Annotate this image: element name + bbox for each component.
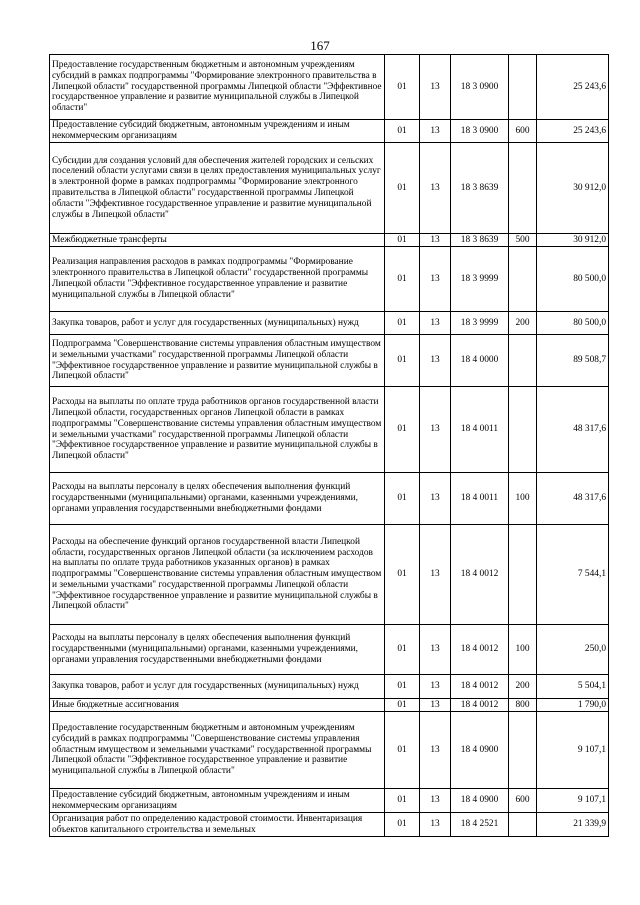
row-expense-type: 200	[509, 675, 537, 699]
row-target-article: 18 3 0900	[451, 120, 509, 143]
row-section: 01	[385, 387, 420, 473]
row-subsection: 13	[420, 473, 451, 525]
row-amount: 7 544,1	[537, 525, 609, 625]
row-amount: 48 317,6	[537, 473, 609, 525]
row-expense-type: 100	[509, 625, 537, 675]
row-section: 01	[385, 525, 420, 625]
row-name: Межбюджетные трансферты	[50, 234, 385, 247]
row-expense-type: 200	[509, 312, 537, 335]
table-row	[50, 525, 609, 625]
row-amount: 9 107,1	[537, 712, 609, 789]
row-section: 01	[385, 789, 420, 813]
row-subsection: 13	[420, 525, 451, 625]
row-expense-type	[509, 813, 537, 837]
row-section: 01	[385, 55, 420, 120]
budget-table	[49, 54, 609, 837]
row-amount: 25 243,6	[537, 55, 609, 120]
table-row	[50, 813, 609, 837]
row-amount: 80 500,0	[537, 312, 609, 335]
table-row	[50, 234, 609, 247]
row-name: Расходы на выплаты персоналу в целях обеспечения выполнения функций государственными (муниципальными) органами, казенными учреждениями, органами управления государственными внебюджетными фондами	[50, 473, 385, 525]
row-subsection: 13	[420, 234, 451, 247]
row-target-article: 18 4 0012	[451, 625, 509, 675]
row-expense-type: 500	[509, 234, 537, 247]
row-expense-type	[509, 335, 537, 387]
row-section: 01	[385, 699, 420, 712]
row-subsection: 13	[420, 247, 451, 312]
row-section: 01	[385, 675, 420, 699]
table-row	[50, 625, 609, 675]
row-subsection: 13	[420, 625, 451, 675]
row-name: Предоставление субсидий бюджетным, автономным учреждениям и иным некоммерческим организациям	[50, 120, 385, 143]
row-subsection: 13	[420, 120, 451, 143]
row-section: 01	[385, 312, 420, 335]
row-amount: 30 912,0	[537, 143, 609, 234]
row-section: 01	[385, 625, 420, 675]
row-expense-type	[509, 55, 537, 120]
row-name: Расходы на выплаты по оплате труда работников органов государственной власти Липецкой области, государственных органов Липецкой области в рамках подпрограммы "Совершенствование системы управления областным имуществом и земельными участками" государственной программы Липецкой области "Эффективное государственное управление и развитие муниципальной службы в Липецкой области"	[50, 387, 385, 473]
row-subsection: 13	[420, 335, 451, 387]
row-expense-type	[509, 247, 537, 312]
table-row	[50, 312, 609, 335]
table-row	[50, 675, 609, 699]
row-name: Предоставление государственным бюджетным и автономным учреждениям субсидий в рамках подпрограммы "Совершенствование системы управления областным имуществом и земельными участками" государственной программы Липецкой области "Эффективное государственное управление и развитие муниципальной службы в Липецкой области"	[50, 712, 385, 789]
table-row	[50, 247, 609, 312]
table-row	[50, 335, 609, 387]
table-row	[50, 143, 609, 234]
row-target-article: 18 4 0012	[451, 699, 509, 712]
row-name: Расходы на обеспечение функций органов государственной власти Липецкой области, государственных органов Липецкой области (за исключением расходов на выплаты по оплате труда работников указанных органов) в рамках подпрограммы "Совершенствование системы управления областным имуществом и земельными участками" государственной программы Липецкой области "Эффективное государственное управление и развитие муниципальной службы в Липецкой области"	[50, 525, 385, 625]
row-name: Иные бюджетные ассигнования	[50, 699, 385, 712]
row-target-article: 18 4 0012	[451, 525, 509, 625]
row-section: 01	[385, 247, 420, 312]
row-section: 01	[385, 473, 420, 525]
row-amount: 1 790,0	[537, 699, 609, 712]
table-row	[50, 387, 609, 473]
row-section: 01	[385, 143, 420, 234]
row-section: 01	[385, 234, 420, 247]
row-target-article: 18 4 0900	[451, 712, 509, 789]
page-number: 167	[310, 38, 330, 53]
row-amount: 30 912,0	[537, 234, 609, 247]
row-name: Закупка товаров, работ и услуг для государственных (муниципальных) нужд	[50, 675, 385, 699]
row-name: Реализация направления расходов в рамках подпрограммы "Формирование электронного правительства в Липецкой области" государственной программы Липецкой области "Эффективное государственное управление и развитие муниципальной службы в Липецкой области"	[50, 247, 385, 312]
row-amount: 48 317,6	[537, 387, 609, 473]
row-target-article: 18 3 8639	[451, 143, 509, 234]
row-amount: 250,0	[537, 625, 609, 675]
row-amount: 89 508,7	[537, 335, 609, 387]
row-subsection: 13	[420, 699, 451, 712]
row-subsection: 13	[420, 55, 451, 120]
row-name: Субсидии для создания условий для обеспечения жителей городских и сельских поселений области услугами связи в целях предоставления муниципальных услуг в электронной форме в рамках подпрограммы "Формирование электронного правительства в Липецкой области" государственной программы Липецкой области "Эффективное государственное управление и развитие муниципальной службы в Липецкой области"	[50, 143, 385, 234]
table-row	[50, 789, 609, 813]
row-target-article: 18 4 0011	[451, 473, 509, 525]
row-target-article: 18 4 0011	[451, 387, 509, 473]
table-row	[50, 699, 609, 712]
table-row	[50, 120, 609, 143]
row-target-article: 18 3 9999	[451, 247, 509, 312]
row-expense-type: 100	[509, 473, 537, 525]
row-subsection: 13	[420, 712, 451, 789]
table-row	[50, 55, 609, 120]
row-name: Подпрограмма "Совершенствование системы управления областным имуществом и земельными участками" государственной программы Липецкой области "Эффективное государственное управление и развитие муниципальной службы в Липецкой области"	[50, 335, 385, 387]
row-subsection: 13	[420, 789, 451, 813]
row-target-article: 18 4 0000	[451, 335, 509, 387]
row-amount: 80 500,0	[537, 247, 609, 312]
row-target-article: 18 3 9999	[451, 312, 509, 335]
row-name: Организация работ по определению кадастровой стоимости. Инвентаризация объектов капитального строительства и земельных	[50, 813, 385, 837]
row-target-article: 18 4 2521	[451, 813, 509, 837]
row-expense-type	[509, 525, 537, 625]
row-name: Закупка товаров, работ и услуг для государственных (муниципальных) нужд	[50, 312, 385, 335]
row-subsection: 13	[420, 813, 451, 837]
row-name: Предоставление государственным бюджетным и автономным учреждениям субсидий в рамках подпрограммы "Формирование электронного правительства в Липецкой области" государственной программы Липецкой области "Эффективное государственное управление и развитие муниципальной службы в Липецкой области"	[50, 55, 385, 120]
row-expense-type	[509, 143, 537, 234]
row-target-article: 18 3 0900	[451, 55, 509, 120]
row-section: 01	[385, 335, 420, 387]
row-expense-type: 600	[509, 789, 537, 813]
row-expense-type	[509, 712, 537, 789]
table-row	[50, 712, 609, 789]
row-section: 01	[385, 120, 420, 143]
row-subsection: 13	[420, 675, 451, 699]
row-subsection: 13	[420, 387, 451, 473]
row-amount: 9 107,1	[537, 789, 609, 813]
row-section: 01	[385, 712, 420, 789]
row-name: Предоставление субсидий бюджетным, автономным учреждениям и иным некоммерческим организациям	[50, 789, 385, 813]
row-expense-type	[509, 387, 537, 473]
row-target-article: 18 3 8639	[451, 234, 509, 247]
row-section: 01	[385, 813, 420, 837]
row-expense-type: 600	[509, 120, 537, 143]
row-amount: 25 243,6	[537, 120, 609, 143]
row-target-article: 18 4 0900	[451, 789, 509, 813]
row-amount: 21 339,9	[537, 813, 609, 837]
row-amount: 5 504,1	[537, 675, 609, 699]
table-row	[50, 473, 609, 525]
row-target-article: 18 4 0012	[451, 675, 509, 699]
row-expense-type: 800	[509, 699, 537, 712]
row-name: Расходы на выплаты персоналу в целях обеспечения выполнения функций государственными (муниципальными) органами, казенными учреждениями, органами управления государственными внебюджетными фондами	[50, 625, 385, 675]
row-subsection: 13	[420, 312, 451, 335]
row-subsection: 13	[420, 143, 451, 234]
